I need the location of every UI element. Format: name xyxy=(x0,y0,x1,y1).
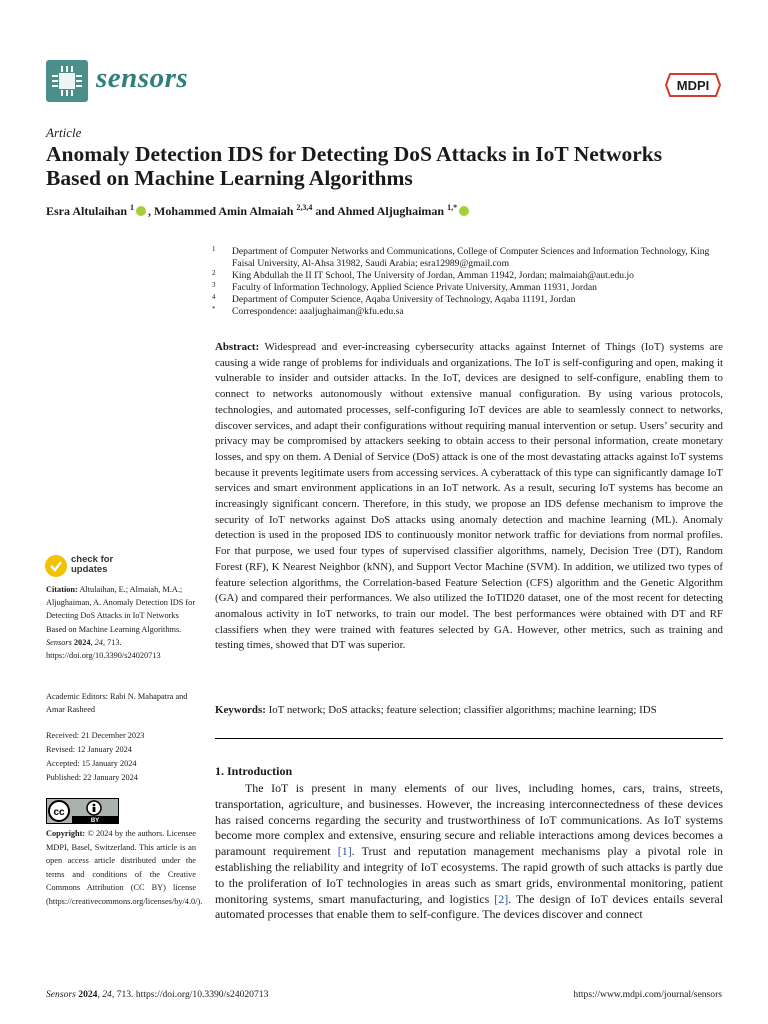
abstract xyxy=(215,340,723,654)
author-separator: , xyxy=(148,204,155,218)
check-icon xyxy=(45,555,67,577)
keywords-text: IoT network; DoS attacks; feature selection; classifier algorithms; machine learning; IDS xyxy=(268,704,657,716)
author-2[interactable]: Mohammed Amin Almaiah xyxy=(154,204,294,218)
footer-doi[interactable]: , 713. https://doi.org/10.3390/s24020713 xyxy=(111,989,269,1000)
published-date: Published: 22 January 2024 xyxy=(46,773,138,782)
footer-year: 2024 xyxy=(78,989,98,1000)
svg-text:cc: cc xyxy=(53,807,65,818)
intro-text: . The design of IoT devices entails several automated processes that enable them to self-configure. The devices discover and connect xyxy=(215,891,724,922)
author-3[interactable]: Ahmed Aljughaiman xyxy=(337,204,445,218)
journal-name[interactable]: sensors xyxy=(96,62,189,94)
affiliation-item xyxy=(212,282,732,294)
author-separator: and xyxy=(312,204,338,218)
affiliation-number: * xyxy=(212,305,216,313)
footer-journal-url[interactable]: https://www.mdpi.com/journal/sensors xyxy=(573,989,722,1000)
copyright-label: Copyright: xyxy=(46,829,86,838)
citation-text: Altulaihan, E.; Almaiah, M.A.; Aljughaiman, A. Anomaly Detection IDS for Detecting DoS Attacks in IoT Networks Based on Machine Learning Algorithms. xyxy=(46,585,196,634)
citation-volume: 24 xyxy=(94,637,103,647)
copyright-block xyxy=(46,827,203,909)
mdpi-logo[interactable] xyxy=(664,70,722,100)
abstract-text: Widespread and ever-increasing cybersecurity attacks against Internet of Things (IoT) systems are causing a wide range of problems for individuals and organizations. The IoT is self-configuring and open, making it vulnerable to insider and outsider attacks. In the IoT, devices are designed to self-configure, enabling them to connect to networks autonomously without extensive manual configuration. By using various protocols, technologies, and automated processes, self-configuring IoT devices are able to seamlessly connect to networks, discover services, and adapt their configurations without requiring manual intervention or setup. Users’ security and privacy may be compromised by attackers seeking to obtain access to their personal information, create monetary losses, and spy on them. A Denial of Service (DoS) attack is one of the most devastating attacks against IoT systems because it prevents legitimate users from accessing services. A cyberattack of this type can significantly damage IoT services and smart environment applications in an IoT network. As a result, securing IoT systems has become an increasingly significant concern. Therefore, in this study, we propose an IDS defense mechanism to improve the security of IoT networks against DoS attacks using anomaly detection and machine learning (ML). Anomaly detection is used in the proposed IDS to continuously monitor network traffic for deviations from normal profiles. For that purpose, we used four types of supervised classifier algorithms, namely, Decision Tree (DT), Random Forest (RF), K Nearest Neighbor (kNN), and Support Vector Machine (SVM). In addition, we utilized two types of feature selection algorithms, the Correlation-based Feature Selection (CFS) algorithm and the Genetic Algorithm (GA) and compared their performances. We also utilized the IoTID20 dataset, one of the most recent for detecting anomalous activity in IoT networks, to train our model. The best performances were obtained with DT and RF classifiers when they were trained with features selected by GA. However, other metrics, such as training and testing times, showed that DT was superior. xyxy=(215,341,723,652)
author-1-affil: 1 xyxy=(130,203,135,212)
citation-year: 2024 xyxy=(73,637,91,647)
section-heading: 1. Introduction xyxy=(215,764,293,778)
affiliation-text: King Abdullah the II IT School, The University of Jordan, Amman 11942, Jordan; malmaiah@aut.edu.jo xyxy=(232,270,634,281)
check-for-updates-text xyxy=(71,555,113,575)
citation-journal: Sensors xyxy=(46,637,72,647)
affiliation-text: Department of Computer Science, Aqaba University of Technology, Aqaba 11191, Jordan xyxy=(232,294,576,305)
affiliation-number: 4 xyxy=(212,293,216,301)
author-list xyxy=(46,203,471,219)
affiliation-item xyxy=(212,294,732,306)
affiliation-number: 1 xyxy=(212,245,216,253)
received-date: Received: 21 December 2023 xyxy=(46,731,145,740)
citation-doi[interactable]: , 713. https://doi.org/10.3390/s24020713 xyxy=(46,637,161,661)
accepted-date: Accepted: 15 January 2024 xyxy=(46,759,137,768)
author-3-affil: 1,* xyxy=(447,203,458,212)
intro-text: The IoT is present in many elements of our lives, including homes, cars, trains, streets, transportation, agriculture, and businesses. However, the increasing interconnectedness of these devices has raised concerns regarding the security and trustworthiness of IoT communications. As IoT systems become more complex and extensive, ensuring secure and reliable interactions among devices becomes a paramount requirement xyxy=(215,781,723,859)
introduction-paragraph xyxy=(215,781,723,923)
academic-editors: Academic Editors: Rabi N. Mahapatra and Amar Rasheed xyxy=(46,692,188,715)
citation-label: Citation: xyxy=(46,585,78,594)
abstract-label: Abstract: xyxy=(215,341,260,353)
dates-block xyxy=(46,729,196,785)
check-line-2: updates xyxy=(71,564,108,575)
check-for-updates-badge[interactable] xyxy=(45,555,175,577)
affiliation-item xyxy=(212,306,732,318)
footer-journal: Sensors xyxy=(46,989,76,1000)
affiliation-number: 3 xyxy=(212,281,216,289)
affiliation-text: Correspondence: aaaljughaiman@kfu.edu.sa xyxy=(232,306,404,317)
intro-text: . Trust and reputation management mechanisms play a pivotal role in establishing the reliability and integrity of IoT ecosystems. The rapid growth of such attacks is partly due to the proliferation of IoT technologies in areas such as smart grids, environmental monitoring, patient monitoring systems, smart manufacturing, and logistics xyxy=(215,844,723,906)
citation-block: Citation: Altulaihan, E.; Almaiah, M.A.; Aljughaiman, A. Anomaly Detection IDS for Detecting DoS Attacks in IoT Networks Based on Machine Learning Algorithms. Sensors 2024, 24, 713. https://doi.org/10.3390/s24020713 xyxy=(46,585,196,661)
revised-date: Revised: 12 January 2024 xyxy=(46,745,132,754)
citation-link[interactable]: [2] xyxy=(494,891,509,906)
check-line-1: check for xyxy=(71,554,114,565)
affiliations xyxy=(212,246,732,318)
author-1[interactable]: Esra Altulaihan xyxy=(46,204,128,218)
cc-by-label: BY xyxy=(90,818,100,824)
keywords-label: Keywords: xyxy=(215,704,266,716)
affiliation-text: Department of Computer Networks and Communications, College of Computer Sciences and Information Technology, King Faisal University, Al-Ahsa 31982, Saudi Arabia; esra12989@gmail.com xyxy=(232,246,710,269)
orcid-icon[interactable] xyxy=(136,206,146,216)
publisher-text: MDPI xyxy=(676,78,710,93)
citation-link[interactable]: [1] xyxy=(337,844,352,859)
footer-citation: Sensors 2024, 24, 713. https://doi.org/10.3390/s24020713 xyxy=(46,989,269,1000)
orcid-icon[interactable] xyxy=(459,206,469,216)
copyright-text: © 2024 by the authors. Licensee MDPI, Basel, Switzerland. This article is an open access article distributed under the terms and conditions of the Creative Commons Attribution (CC BY) license (https://creativecommons.org/licenses/by/4.0/). xyxy=(46,829,203,906)
footer-volume: 24 xyxy=(102,989,112,1000)
keywords xyxy=(215,704,723,716)
cc-by-license-icon[interactable] xyxy=(46,798,119,824)
article-type: Article xyxy=(46,125,82,140)
section-divider xyxy=(215,738,723,739)
affiliation-item xyxy=(212,246,732,270)
affiliation-text: Faculty of Information Technology, Applied Science Private University, Amman 11931, Jordan xyxy=(232,282,597,293)
paper-title: Anomaly Detection IDS for Detecting DoS Attacks in IoT Networks Based on Machine Learning Algorithms xyxy=(46,142,663,190)
affiliation-number: 2 xyxy=(212,269,216,277)
affiliation-item xyxy=(212,270,732,282)
journal-logo-icon xyxy=(46,60,88,102)
author-2-affil: 2,3,4 xyxy=(296,203,313,212)
